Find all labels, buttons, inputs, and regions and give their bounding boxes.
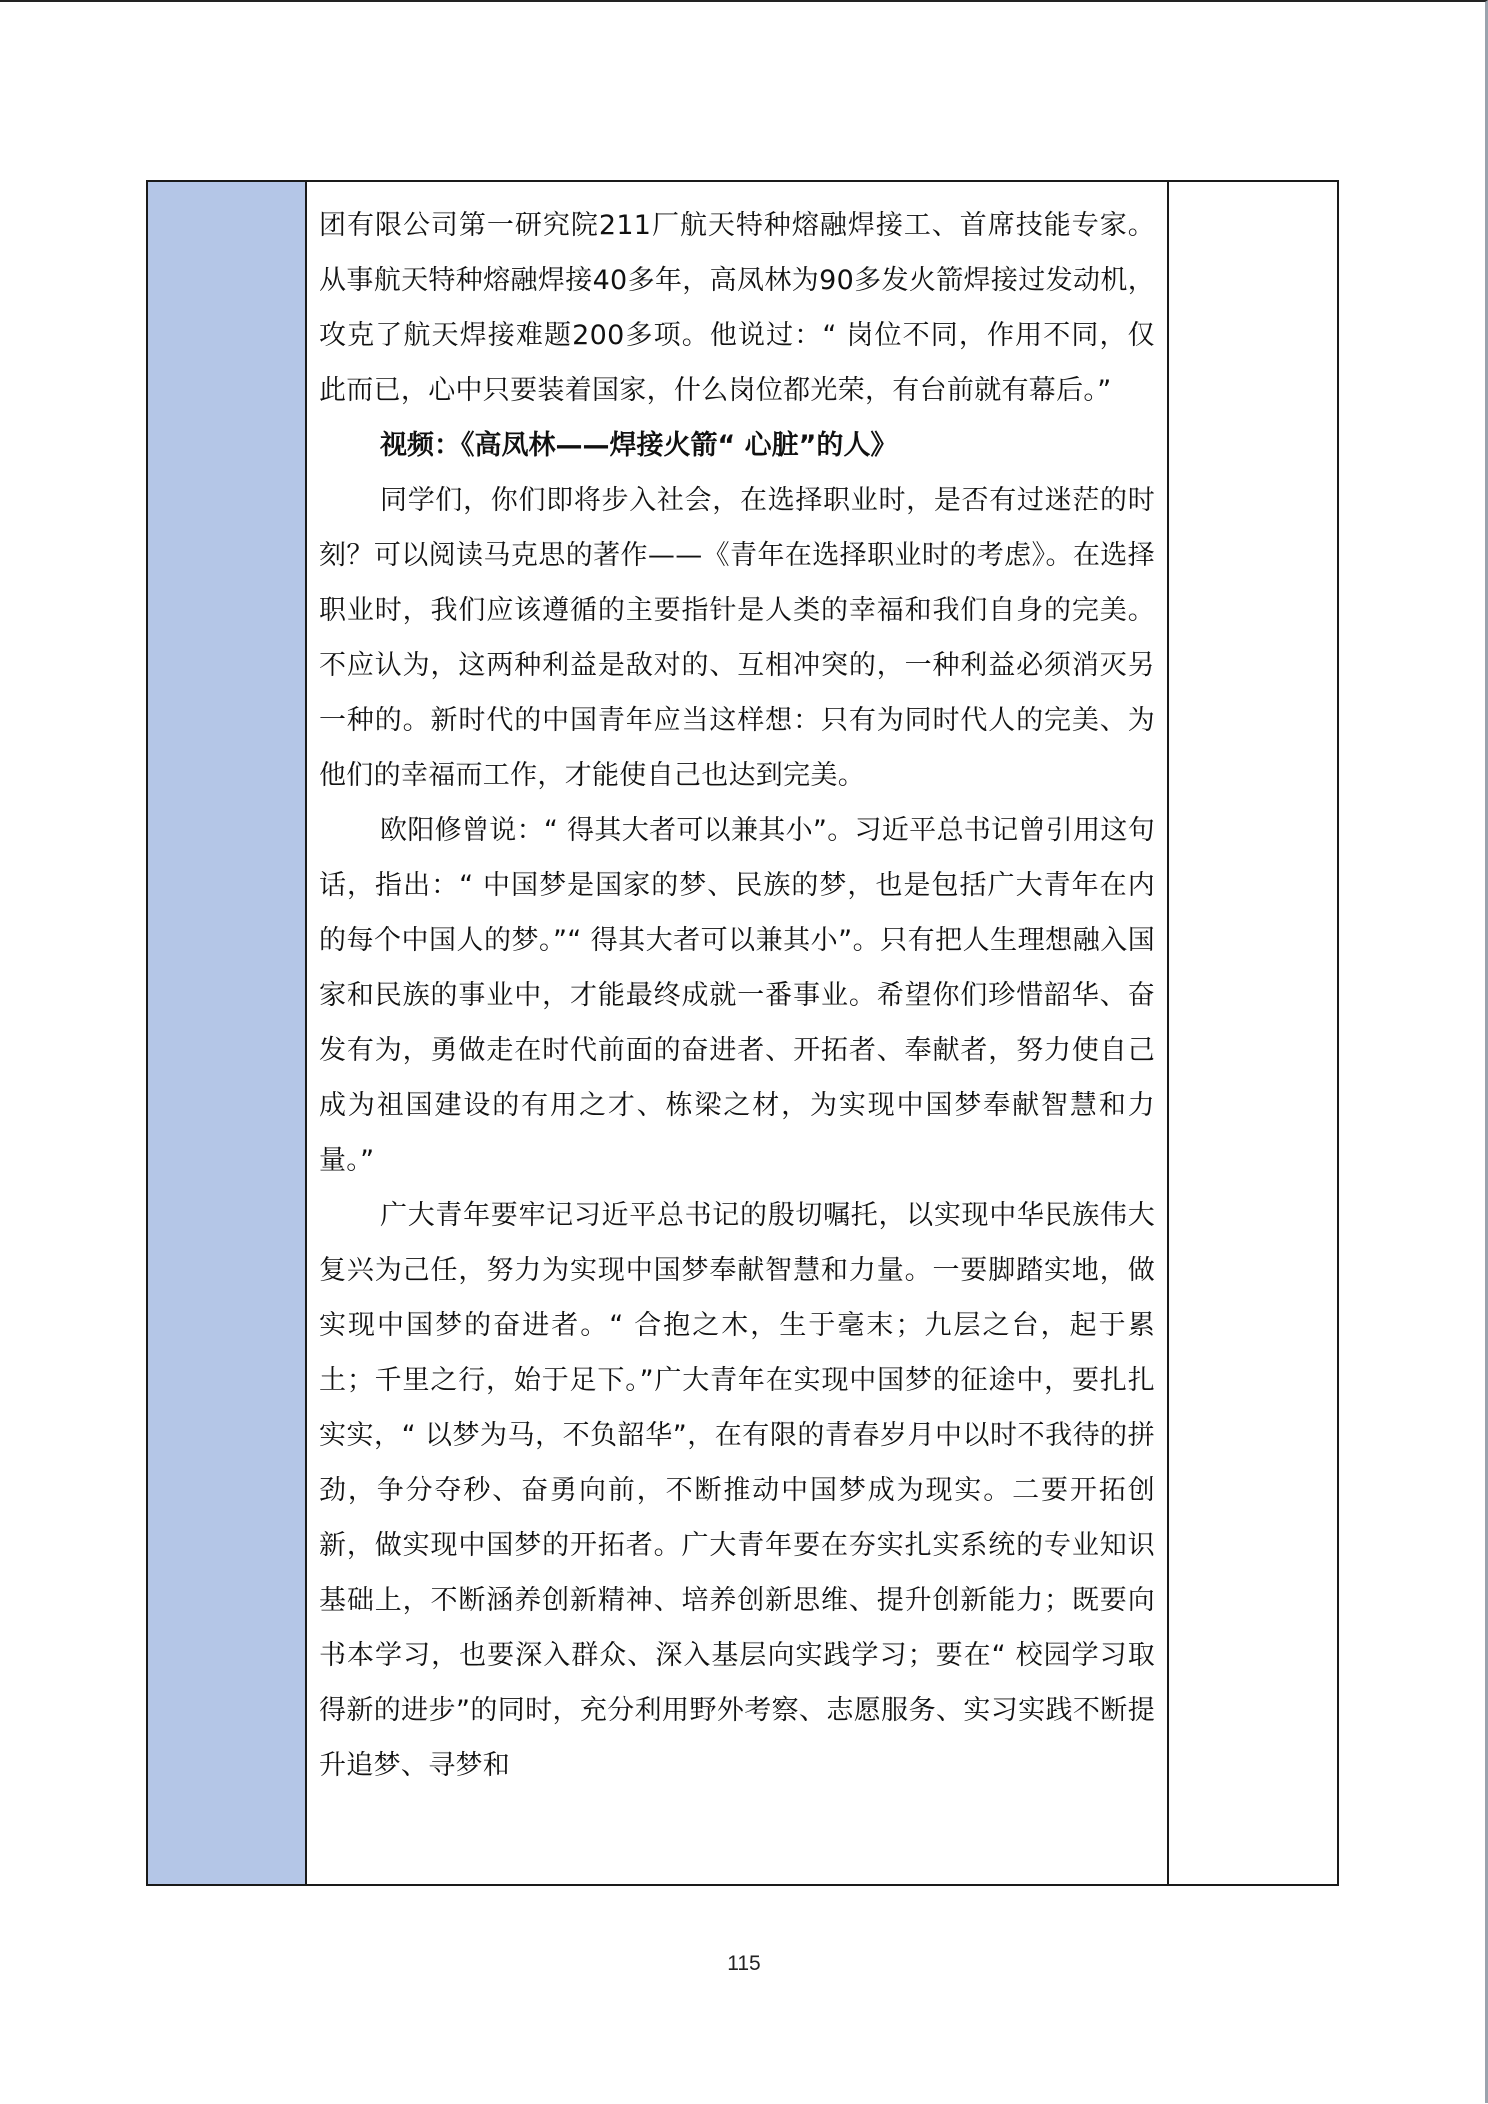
paragraph-3: 欧阳修曾说：“ 得其大者可以兼其小”。习近平总书记曾引用这句话，指出：“ 中国梦是国家的梦、民族的梦，也是包括广大青年在内的每个中国人的梦。”“ 得其大者可以兼其小”。只有把人生理想融入国家和民族的事业中，才能最终成就一番事业。希望你们珍惜韶华、奋发有为，勇做走在时代前面的奋进者、开拓者、奉献者，努力使自己成为祖国建设的有用之才、栋梁之材，为实现中国梦奉献智慧和力量。” (319, 815, 1155, 1176)
table-content-column (307, 182, 1169, 1884)
table-right-column (1169, 182, 1337, 1884)
video-heading: 视频：《高凤林——焊接火箭“ 心脏”的人》 (380, 430, 898, 461)
paragraph-4: 广大青年要牢记习近平总书记的殷切嘱托，以实现中华民族伟大复兴为己任，努力为实现中国梦奉献智慧和力量。一要脚踏实地，做实现中国梦的奋进者。“ 合抱之木，生于毫末；九层之台，起于累土；千里之行，始于足下。”广大青年在实现中国梦的征途中，要扎扎实实，“ 以梦为马，不负韶华”，在有限的青春岁月中以时不我待的拼劲，争分夺秒、奋勇向前，不断推动中国梦成为现实。二要开拓创新，做实现中国梦的开拓者。广大青年要在夯实扎实系统的专业知识基础上，不断涵养创新精神、培养创新思维、提升创新能力；既要向书本学习，也要深入群众、深入基层向实践学习；要在“ 校园学习取得新的进步”的同时，充分利用野外考察、志愿服务、实习实践不断提升追梦、寻梦和 (319, 1200, 1155, 1781)
table-left-column (148, 182, 307, 1884)
paragraph-1: 团有限公司第一研究院211厂航天特种熔融焊接工、首席技能专家。从事航天特种熔融焊接40多年，高凤林为90多发火箭焊接过发动机，攻克了航天焊接难题200多项。他说过：“ 岗位不同，作用不同，仅此而已，心中只要装着国家，什么岗位都光荣，有台前就有幕后。” (319, 210, 1155, 406)
paragraph-2: 同学们，你们即将步入社会，在选择职业时，是否有过迷茫的时刻？可以阅读马克思的著作——《青年在选择职业时的考虑》。在选择职业时，我们应该遵循的主要指针是人类的幸福和我们自身的完美。不应认为，这两种利益是敌对的、互相冲突的，一种利益必须消灭另一种的。新时代的中国青年应当这样想：只有为同时代人的完美、为他们的幸福而工作，才能使自己也达到完美。 (319, 485, 1155, 791)
page-number: 115 (727, 1952, 761, 1975)
content-table (146, 180, 1339, 1886)
